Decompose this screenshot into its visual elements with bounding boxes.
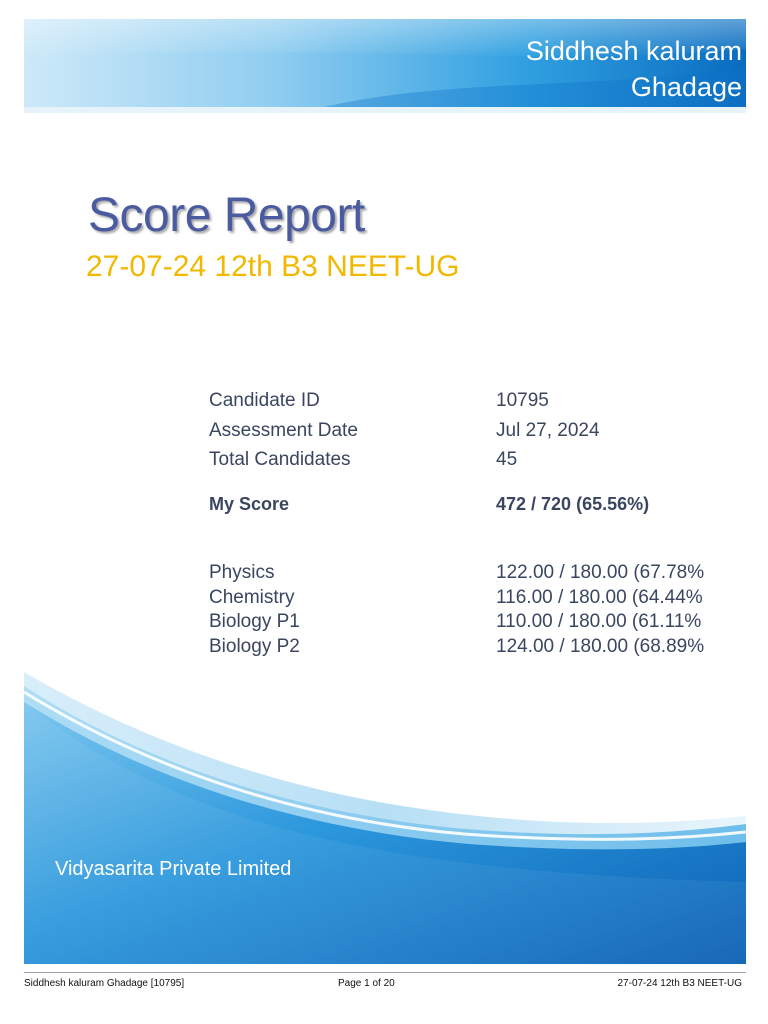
subject-row-chemistry (209, 587, 749, 613)
subject-score: 122.00 / 180.00 (67.78% (496, 562, 705, 583)
detail-row-total-candidates (209, 449, 749, 475)
header-banner (24, 19, 746, 113)
subject-row-biology-p1 (209, 611, 749, 637)
subject-score: 116.00 / 180.00 (64.44% (496, 587, 703, 608)
report-title: Score Report (88, 189, 365, 242)
subject-row-biology-p2 (209, 636, 749, 662)
detail-label: Candidate ID (209, 390, 320, 411)
subject-label: Physics (209, 562, 275, 583)
candidate-name (382, 33, 742, 105)
footer-page-number: Page 1 of 20 (338, 978, 395, 989)
candidate-name-line1: Siddhesh kaluram (525, 36, 742, 66)
detail-label: Assessment Date (209, 420, 358, 441)
detail-label: Total Candidates (209, 449, 351, 470)
footer-candidate: Siddhesh kaluram Ghadage [10795] (24, 978, 185, 989)
detail-row-candidate-id (209, 390, 749, 416)
subject-label: Chemistry (209, 587, 295, 608)
report-subtitle: 27-07-24 12th B3 NEET-UG (86, 250, 460, 283)
detail-value: 10795 (496, 390, 549, 411)
company-name: Vidyasarita Private Limited (55, 858, 292, 880)
detail-value: Jul 27, 2024 (496, 420, 600, 441)
detail-row-assessment-date (209, 420, 749, 446)
my-score-row (209, 494, 749, 520)
subject-label: Biology P1 (209, 611, 300, 632)
footer-assessment: 27-07-24 12th B3 NEET-UG (617, 978, 742, 989)
subject-score: 124.00 / 180.00 (68.89% (496, 636, 705, 657)
my-score-value: 472 / 720 (65.56%) (496, 494, 650, 514)
detail-value: 45 (496, 449, 518, 470)
subject-score: 110.00 / 180.00 (61.11% (496, 611, 702, 632)
bottom-wave-graphic (24, 672, 746, 964)
subject-row-physics (209, 562, 749, 588)
my-score-label: My Score (209, 494, 290, 514)
page-footer (24, 972, 746, 989)
subject-label: Biology P2 (209, 636, 300, 657)
candidate-name-line2: Ghadage (630, 72, 742, 102)
